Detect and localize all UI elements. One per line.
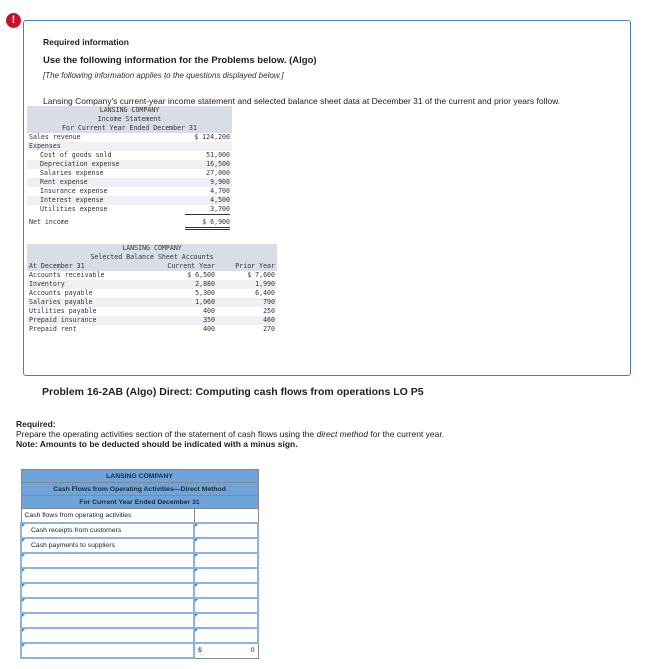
expense-label: Insurance expense: [40, 187, 108, 195]
alert-icon: !: [6, 13, 21, 28]
info-intro: Lansing Company's current-year income statement and selected balance sheet data at December 31 of the current and prior years follow.: [43, 96, 561, 106]
bs-label: Salaries payable: [29, 298, 93, 306]
bs-row: [27, 280, 277, 289]
line-item-input[interactable]: [21, 553, 194, 568]
bs-label: Accounts payable: [29, 289, 93, 297]
expense-label: Salaries expense: [40, 169, 104, 177]
bs-label: Prepaid insurance: [29, 316, 97, 324]
bs-col-current: Current Year: [167, 262, 215, 270]
bs-current: 400: [203, 307, 215, 315]
expense-row: [27, 205, 232, 215]
expense-label: Rent expense: [40, 178, 88, 186]
line-item-input[interactable]: [21, 598, 194, 613]
expense-value: 4,700: [210, 187, 230, 195]
worksheet-row: [21, 628, 258, 643]
bs-current: 1,060: [195, 298, 215, 306]
bs-company: LANSING COMPANY: [27, 244, 277, 253]
bs-row: [27, 298, 277, 307]
bs-prior: 460: [263, 316, 275, 324]
expense-row: [27, 187, 232, 196]
expense-value: 27,000: [206, 169, 230, 177]
total-value: 0: [250, 647, 255, 655]
required-label: Required:: [16, 419, 56, 429]
worksheet-row: [21, 583, 258, 598]
bs-prior: 250: [263, 307, 275, 315]
line-item-input[interactable]: [21, 613, 194, 628]
expense-value: 3,700: [185, 205, 230, 215]
worksheet-row: [21, 613, 258, 628]
expense-value: 4,500: [210, 196, 230, 204]
expense-label: Depreciation expense: [40, 160, 120, 168]
sales-value: $ 124,200: [194, 133, 230, 141]
amount-input[interactable]: [194, 523, 258, 538]
expense-value: 51,000: [206, 151, 230, 159]
required-note: Note: Amounts to be deducted should be indicated with a minus sign.: [16, 439, 298, 449]
expense-row: [27, 160, 232, 169]
line-item-input[interactable]: [21, 583, 194, 598]
expense-label: Cost of goods sold: [40, 151, 112, 159]
bs-current: $ 6,500: [187, 271, 215, 279]
worksheet-row: [21, 568, 258, 583]
is-title: Income Statement: [27, 115, 232, 124]
line-item-input[interactable]: [21, 628, 194, 643]
amount-input[interactable]: [194, 598, 258, 613]
info-note: [The following information applies to the questions displayed below.]: [43, 71, 284, 80]
ws-period: For Current Year Ended December 31: [21, 496, 258, 509]
bs-prior: $ 7,600: [247, 271, 275, 279]
balance-sheet: [27, 244, 277, 334]
amount-input[interactable]: [194, 553, 258, 568]
bs-current: 350: [203, 316, 215, 324]
bs-prior: 270: [263, 325, 275, 333]
expense-row: [27, 169, 232, 178]
worksheet-row: [21, 523, 258, 538]
bs-title: Selected Balance Sheet Accounts: [27, 253, 277, 262]
bs-col-date: At December 31: [29, 262, 85, 270]
requirements: [16, 419, 444, 449]
problem-title: Problem 16-2AB (Algo) Direct: Computing cash flows from operations LO P5: [42, 386, 424, 398]
bs-label: Utilities payable: [29, 307, 97, 315]
bs-row: [27, 316, 277, 325]
income-statement: [27, 106, 232, 230]
expense-label: Utilities expense: [40, 205, 108, 213]
amount-input[interactable]: [194, 583, 258, 598]
line-item-input[interactable]: Cash receipts from customers: [21, 523, 194, 538]
total-amount: [194, 643, 258, 658]
amount-input[interactable]: [194, 568, 258, 583]
ws-company: LANSING COMPANY: [21, 470, 258, 483]
bs-current: 400: [203, 325, 215, 333]
bs-row: [27, 325, 277, 334]
amount-input[interactable]: [194, 538, 258, 553]
bs-label: Prepaid rent: [29, 325, 77, 333]
bs-prior: 6,400: [255, 289, 275, 297]
bs-label: Accounts receivable: [29, 271, 105, 279]
bs-row: [27, 307, 277, 316]
net-income-value: $ 6,900: [185, 218, 230, 230]
expense-row: [27, 196, 232, 205]
expense-row: [27, 151, 232, 160]
expense-row: [27, 178, 232, 187]
info-heading: Required information: [43, 37, 129, 47]
expense-label: Interest expense: [40, 196, 104, 204]
amount-input[interactable]: [194, 628, 258, 643]
cash-flow-worksheet: [20, 469, 259, 659]
bs-col-prior: Prior Year: [235, 262, 275, 270]
sales-label: Sales revenue: [29, 133, 81, 141]
worksheet-row: [21, 538, 258, 553]
worksheet-row: [21, 598, 258, 613]
bs-current: 2,880: [195, 280, 215, 288]
net-income-label: Net income: [29, 218, 69, 226]
amount-input[interactable]: [194, 613, 258, 628]
worksheet-row: [21, 553, 258, 568]
total-dollar: $: [198, 647, 202, 655]
bs-row: [27, 289, 277, 298]
line-item-input[interactable]: [21, 568, 194, 583]
bs-prior: 1,990: [255, 280, 275, 288]
required-emphasis: direct method: [316, 429, 369, 439]
line-item-input[interactable]: Cash payments to suppliers: [21, 538, 194, 553]
ws-title: Cash Flows from Operating Activities—Direct Method: [21, 483, 258, 496]
bs-prior: 790: [263, 298, 275, 306]
bs-current: 5,300: [195, 289, 215, 297]
info-title: Use the following information for the Problems below. (Algo): [43, 55, 317, 66]
ws-section-label: Cash flows from operating activities: [21, 509, 194, 524]
required-text: Prepare the operating activities section of the statement of cash flows using the: [16, 429, 317, 439]
bs-label: Inventory: [29, 280, 65, 288]
expense-value: 16,500: [206, 160, 230, 168]
required-text-end: for the current year.: [368, 429, 445, 439]
is-company: LANSING COMPANY: [27, 106, 232, 115]
expense-value: 9,900: [210, 178, 230, 186]
bs-row: [27, 271, 277, 280]
expenses-label: Expenses: [29, 142, 61, 150]
is-period: For Current Year Ended December 31: [27, 124, 232, 133]
total-label-input[interactable]: [21, 643, 194, 658]
